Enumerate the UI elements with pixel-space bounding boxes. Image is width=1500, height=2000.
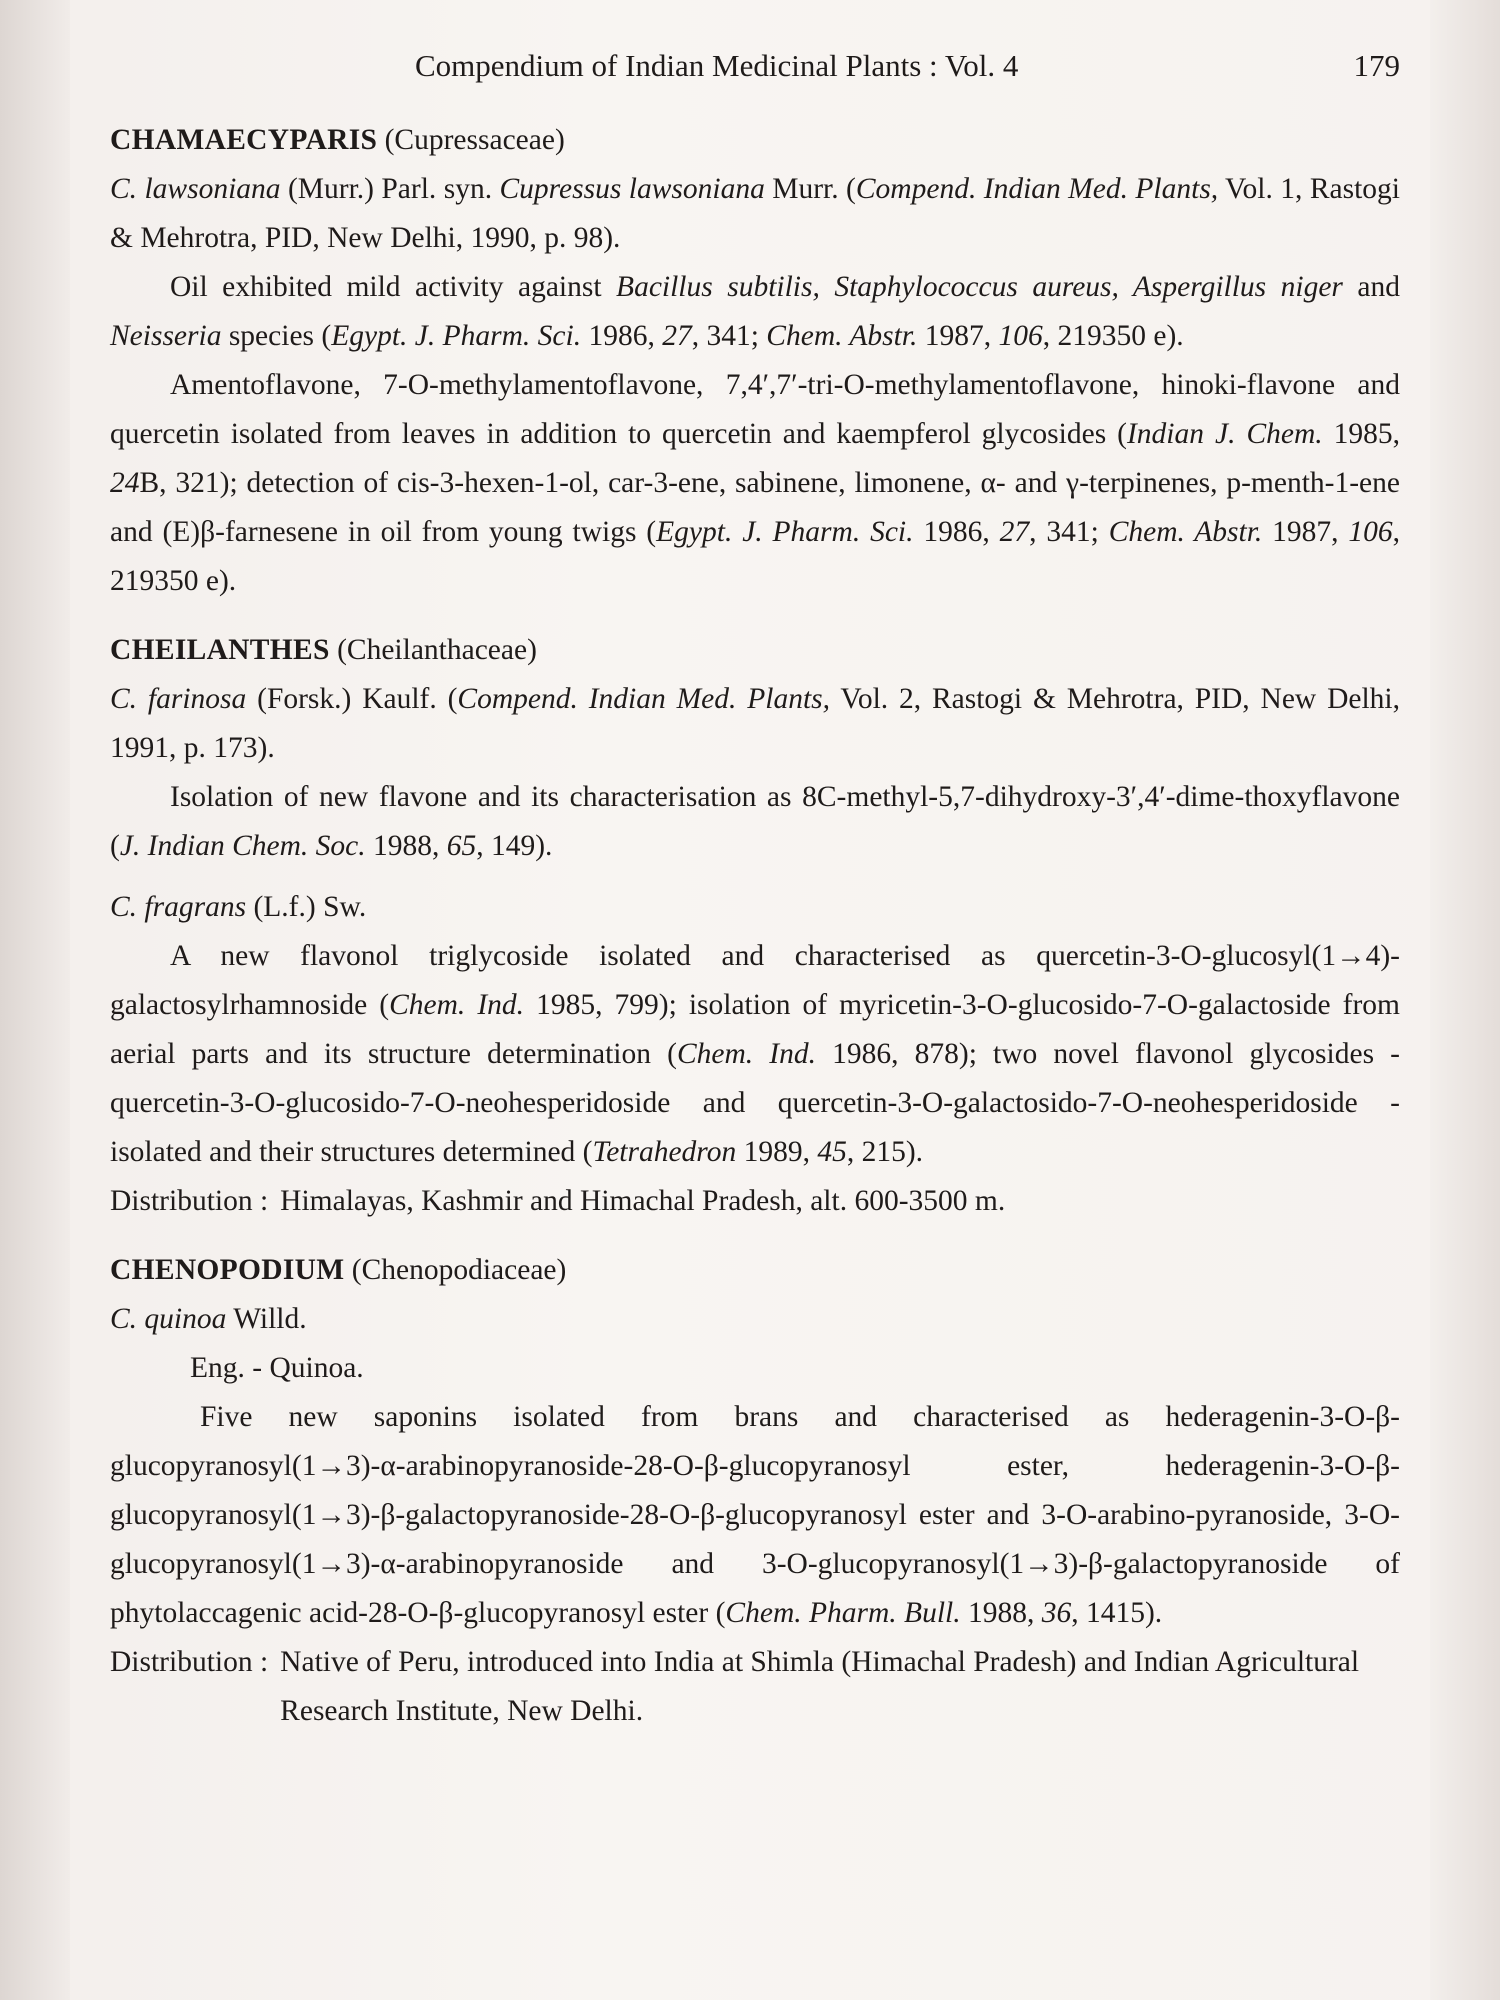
- species-entry-c-fragrans: C. fragrans (L.f.) Sw.: [110, 891, 367, 923]
- paragraph-amentoflavone: Amentoflavone, 7-O-methylamentoflavone, 7,4′,7′-tri-O-methylamentoflavone, hinoki-flavone and quercetin isolated from leaves in addition to quercetin and kaempferol glycosides (Indian J. Chem. 1985, 24B, 321); detection of cis-3-hexen-1-ol, car-3-ene, sabinene, limonene, α- and γ-terpinenes, p-menth-1-ene and (E)β-farnesene in oil from young twigs (Egypt. J. Pharm. Sci. 1986, 27, 341; Chem. Abstr. 1987, 106, 219350 e).: [110, 369, 1401, 597]
- distribution-chenopodium: [110, 1638, 1400, 1736]
- genus-heading-chenopodium: CHENOPODIUM (Chenopodiaceae): [110, 1254, 567, 1286]
- genus-heading-chamaecyparis: CHAMAECYPARIS (Cupressaceae): [110, 124, 565, 156]
- page-right-shadow: [1430, 0, 1500, 2000]
- species-entry-c-farinosa: C. farinosa (Forsk.) Kaulf. (Compend. Indian Med. Plants, Vol. 2, Rastogi & Mehrotra, PID, New Delhi, 1991, p. 173).: [110, 683, 1400, 764]
- distribution-text: Native of Peru, introduced into India at Shimla (Himachal Pradesh) and Indian Agricultural Research Institute, New Delhi.: [280, 1646, 1360, 1727]
- paragraph-flavonol-triglycoside: A new flavonol triglycoside isolated and characterised as quercetin-3-O-glucosyl(1→4)-galactosylrhamnoside (Chem. Ind. 1985, 799); isolation of myricetin-3-O-glucosido-7-O-galactoside from aerial parts and its structure determination (Chem. Ind. 1986, 878); two novel flavonol glycosides - quercetin-3-O-glucosido-7-O-neohesperidoside and quercetin-3-O-galactosido-7-O-neohesperidoside - isolated and their structures determined (Tetrahedron 1989, 45, 215).: [110, 940, 1400, 1168]
- paragraph-oil-activity: Oil exhibited mild activity against Bacillus subtilis, Staphylococcus aureus, Aspergillus niger and Neisseria species (Egypt. J. Pharm. Sci. 1986, 27, 341; Chem. Abstr. 1987, 106, 219350 e).: [110, 271, 1401, 352]
- paragraph-new-flavone: Isolation of new flavone and its characterisation as 8C-methyl-5,7-dihydroxy-3′,4′-dime-thoxyflavone (J. Indian Chem. Soc. 1988, 65, 149).: [110, 781, 1400, 862]
- distribution-text: Himalayas, Kashmir and Himachal Pradesh, alt. 600-3500 m.: [280, 1185, 1006, 1217]
- genus-heading-cheilanthes: CHEILANTHES (Cheilanthaceae): [110, 634, 537, 666]
- species-entry-c-quinoa: C. quinoa Willd.: [110, 1303, 307, 1335]
- running-header: [110, 48, 1400, 88]
- distribution-label: Distribution :: [110, 1185, 269, 1217]
- distribution-label: Distribution :: [110, 1646, 269, 1678]
- english-name: Eng. - Quinoa.: [190, 1352, 364, 1384]
- page-content: [110, 116, 1400, 1736]
- running-title: Compendium of Indian Medicinal Plants : Vol. 4: [415, 48, 1019, 83]
- paragraph-saponins: Five new saponins isolated from brans and characterised as hederagenin-3-O-β-glucopyranosyl(1→3)-α-arabinopyranoside-28-O-β-glucopyranosyl ester, hederagenin-3-O-β-glucopyranosyl(1→3)-β-galactopyranoside-28-O-β-glucopyranosyl ester and 3-O-arabino-pyranoside, 3-O-glucopyranosyl(1→3)-α-arabinopyranoside and 3-O-glucopyranosyl(1→3)-β-galactopyranoside of phytolaccagenic acid-28-O-β-glucopyranosyl ester (Chem. Pharm. Bull. 1988, 36, 1415).: [110, 1401, 1400, 1629]
- page-number: 179: [1353, 48, 1400, 83]
- page-left-shadow: [0, 0, 70, 2000]
- distribution-cheilanthes: [110, 1177, 1400, 1226]
- species-entry-c-lawsoniana: C. lawsoniana (Murr.) Parl. syn. Cupressus lawsoniana Murr. (Compend. Indian Med. Plants, Vol. 1, Rastogi & Mehrotra, PID, New Delhi, 1990, p. 98).: [110, 173, 1400, 254]
